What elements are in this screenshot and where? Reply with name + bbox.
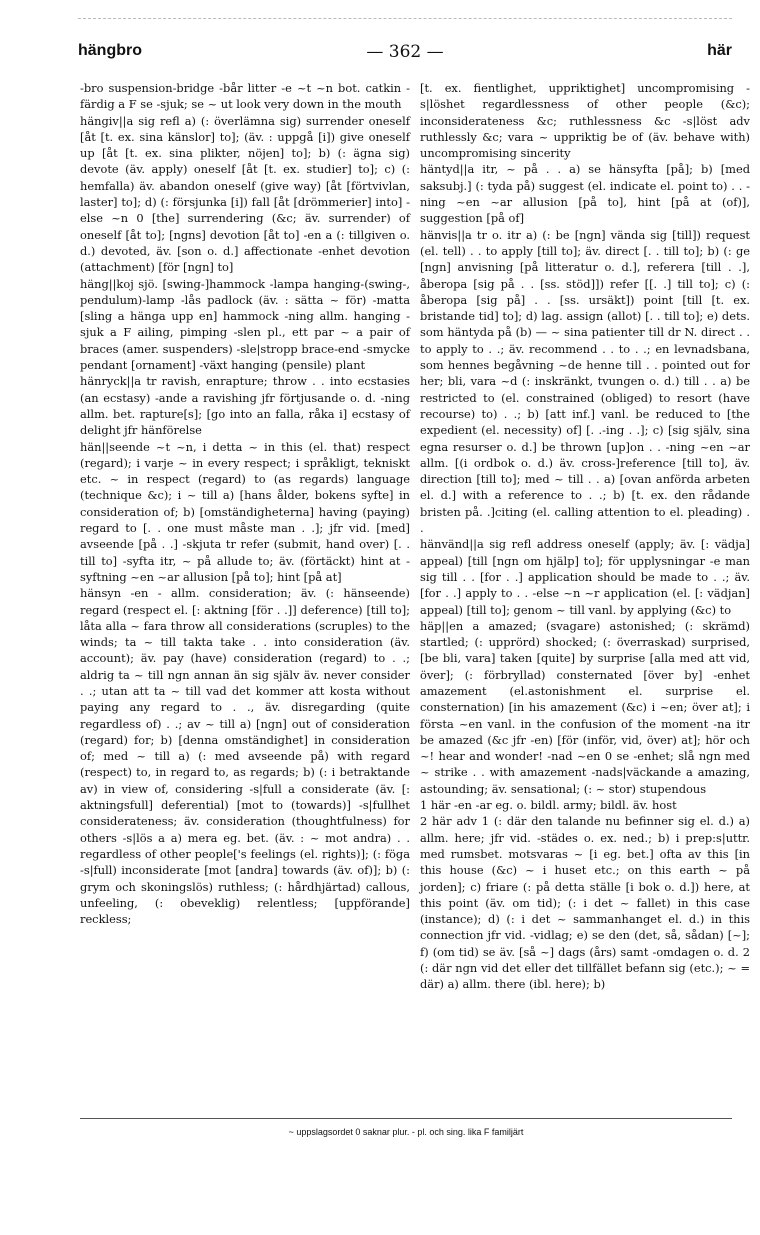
entry: -bro suspension-bridge -bår litter -e ~t ~n bot. catkin -färdig a F se -sjuk; se ~ ut look very down in the mouth	[80, 81, 410, 112]
left-column	[80, 80, 410, 927]
page-number: — 362 —	[366, 42, 444, 62]
entry: hän||seende ~t ~n, i detta ~ in this (el. that) respect (regard); i varje ~ in every respect; i språkligt, tekniskt etc. ~ in respect (regard) to (as regards) language (technique &c); i ~ till a) [hans ålder, bokens syfte] in consideration of; b) [omständigheterna] having (paying) regard to [. . one must måste man . .]; jfr vid. [med] avseende [på . .] -skjuta tr refer (submit, hand over) [. . till to] -syfta itr, ~ på allude to; äv. (förtäckt) hint at -syftning ~en ~ar allusion [på to]; hint [på at]	[80, 439, 410, 584]
header-right-word: här	[707, 42, 732, 59]
entry: häp||en a amazed; (svagare) astonished; (: skrämd) startled; (: upprörd) shocked; (: överraskad) surprised, [be bli, vara] taken [quite] by surprise [alla med att vid, över]; (: förbryllad) consternated [över by] -enhet amazement (el.astonishment el. surprise el. consternation) [in his amazement (&c) i ~en; över at]; i första ~en vanl. in the confusion of the moment -na itr be amazed (&c jfr -en) [för (inför, vid, över) at]; hör och ~! hear and wonder! -nad ~en 0 se -enhet; slå ngn med ~ strike . . with amazement -nads|väckande a amazing, astounding; äv. sensational; (: ~ stor) stupendous	[420, 618, 750, 796]
entry: hängiv||a sig refl a) (: överlämna sig) surrender oneself [åt [t. ex. sina känslor] to]; (äv. : uppgå [i]) give oneself up [åt [t. ex. sina plikter, nöjen] to]; b) (: ägna sig) devote (äv. apply) oneself [åt [t. ex. studier] to]; c) (: hemfalla) äv. abandon oneself (give way) [åt [förtvivlan, laster] to]; d) (: försjunka [i]) fall [åt [drömmerier] into] -else ~n 0 [the] surrendering (&c; äv. surrender) of oneself [åt to]; [ngns] devotion [åt to] -en a (: tillgiven o. d.) devoted, äv. [son o. d.] affectionate -enhet devotion (attachment) [för [ngn] to]	[80, 113, 410, 275]
entry: hänvis||a tr o. itr a) (: be [ngn] vända sig [till]) request (el. tell) . . to apply [till to]; äv. direct [. . till to]; b) (: ge [ngn] anvisning [på litteratur o. d.], referera [till . .], åberopa [sig på . . [ss. stöd]]) refer [[. .] till to]; c) (: åberopa [sig på] . . [ss. ursäkt]) point [till [t. ex. bristande tid] to]; d) lag. assign (allot) [. . till to]; e) dets. som häntyda på (b) — ~ sina patienter till dr N. direct . . to apply to . .; äv. recommend . . to . .; en levnadsbana, som hennes begåvning ~de henne till . . pointed out for her; bli, vara ~d (: inskränkt, tvungen o. d.) till . . a) be restricted to (el. constrained (obliged) to resort (have recourse) to) . .; b) [att inf.] vanl. be reduced to [the expedient (el. necessity) of] [. .-ing . .]; c) [sig själv, sina egna resurser o. d.] be thrown [up]on . . -ning ~en ~ar allm. [(i ordbok o. d.) äv. cross-]reference [till to], äv. direction [till to]; med ~ till . . a) [ovan anförda arbeten el. d.] with a reference to . .; b) [t. ex. den rådande bristen på. .]citing (el. calling attention to el. pleading) . .	[420, 227, 750, 536]
footer-legend: ~ uppslagsordet 0 saknar plur. - pl. och sing. lika F familjärt	[288, 1127, 524, 1137]
entry: hänsyn -en - allm. consideration; äv. (: hänseende) regard (respect el. [: aktning [för . .]] deference) [till to]; låta alla ~ fara throw all considerations (scruples) to the winds; ta ~ till takta take . . into consideration (äv. account); äv. pay (have) consideration (regard) to . .; aldrig ta ~ till ngn annan än sig själv äv. never consider . .; utan att ta ~ till vad det kommer att kosta without paying any regard to . ., äv. disregarding (quite regardless of) . .; av ~ till a) [ngn] out of consideration (regard) for; b) [denna omständighet] in consideration of; med ~ till a) (: med avseende på) with regard (respect) to, in regard to, as regards; b) (: i betraktande av) in view of, considering -s|full a considerate (äv. [: aktningsfull] deferential) [mot to (towards)] -s|fullhet considerateness; äv. consideration (thoughtfulness) for others -s|lös a a) mera eg. bet. (äv. : ~ mot andra) . . regardless of other people['s feelings (el. rights)]; (: föga -s|full) inconsiderate [mot [andra] towards (äv. of)]; b) (: grym och skoningslös) ruthless; (: hårdhjärtad) callous, unfeeling, (: obeveklig) relentless; [uppförande] reckless;	[80, 586, 410, 927]
entry: häntyd||a itr, ~ på . . a) se hänsyfta [på]; b) [med saksubj.] (: tyda på) suggest (el. indicate el. point to) . . -ning ~en ~ar allusion [på to], hint [på at (of)], suggestion [på of]	[420, 162, 750, 226]
page-header	[78, 42, 732, 68]
header-left-word: hängbro	[78, 42, 142, 59]
footer-rule	[80, 1118, 732, 1119]
entry: 1 här -en -ar eg. o. bildl. army; bildl. äv. host	[420, 798, 677, 813]
entry: 2 här adv 1 (: där den talande nu befinner sig el. d.) a) allm. here; jfr vid. -städes o. ex. ned.; b) i prep:s|uttr. med rumsbet. motsvaras ~ [i eg. bet.] ofta av this [in this house (&c) ~ i huset etc.; on this earth ~ på jorden]; c) friare (: på detta ställe [i bok o. d.]) here, at this point (äv. om tid); (: i det ~ fallet) in this case (instance); d) (: i det ~ sammanhanget el. d.) in this connection jfr vid. -vidlag; e) se den (det, så, sådan) [~]; f) (om tid) se äv. [så ~] dags (års) samt -omdagen o. d. 2 (: där ngn vid det eller det tillfället befann sig (etc.); ~ = där) a) allm. there (ibl. here); b)	[420, 814, 750, 992]
entry: hänvänd||a sig refl address oneself (apply; äv. [: vädja] appeal) [till [ngn om hjälp] to]; för upplysningar -e man sig till . . [for . .] application should be made to . .; äv. [for . .] apply to . . -else ~n ~r application (el. [: vädjan] appeal) [till to]; genom ~ till vanl. by applying (&c) to	[420, 537, 750, 617]
entry: hänryck||a tr ravish, enrapture; throw . . into ecstasies (an ecstasy) -ande a ravishing jfr förtjusande o. d. -ning allm. bet. rapture[s]; [go into an falla, råka i] ecstasy of delight jfr hänförelse	[80, 374, 410, 438]
right-column	[420, 80, 750, 993]
entry: [t. ex. fientlighet, uppriktighet] uncompromising -s|löshet regardlessness of other people (&c); inconsiderateness &c; ruthlessness &c -s|löst adv ruthlessly &c; vara ~ uppriktig be of (äv. behave with) uncompromising sincerity	[420, 81, 750, 161]
top-rule	[78, 18, 732, 19]
entry: häng||koj sjö. [swing-]hammock -lampa hanging-(swing-, pendulum)-lamp -lås padlock (äv. : sätta ~ för) -matta [sling a hänga upp en] hammock -ning allm. hanging -sjuk a F ailing, pimping -slen pl., ett par ~ a pair of braces (amer. suspenders) -sle|stropp brace-end -smycke pendant [ornament] -växt hanging (pensile) plant	[80, 276, 410, 373]
